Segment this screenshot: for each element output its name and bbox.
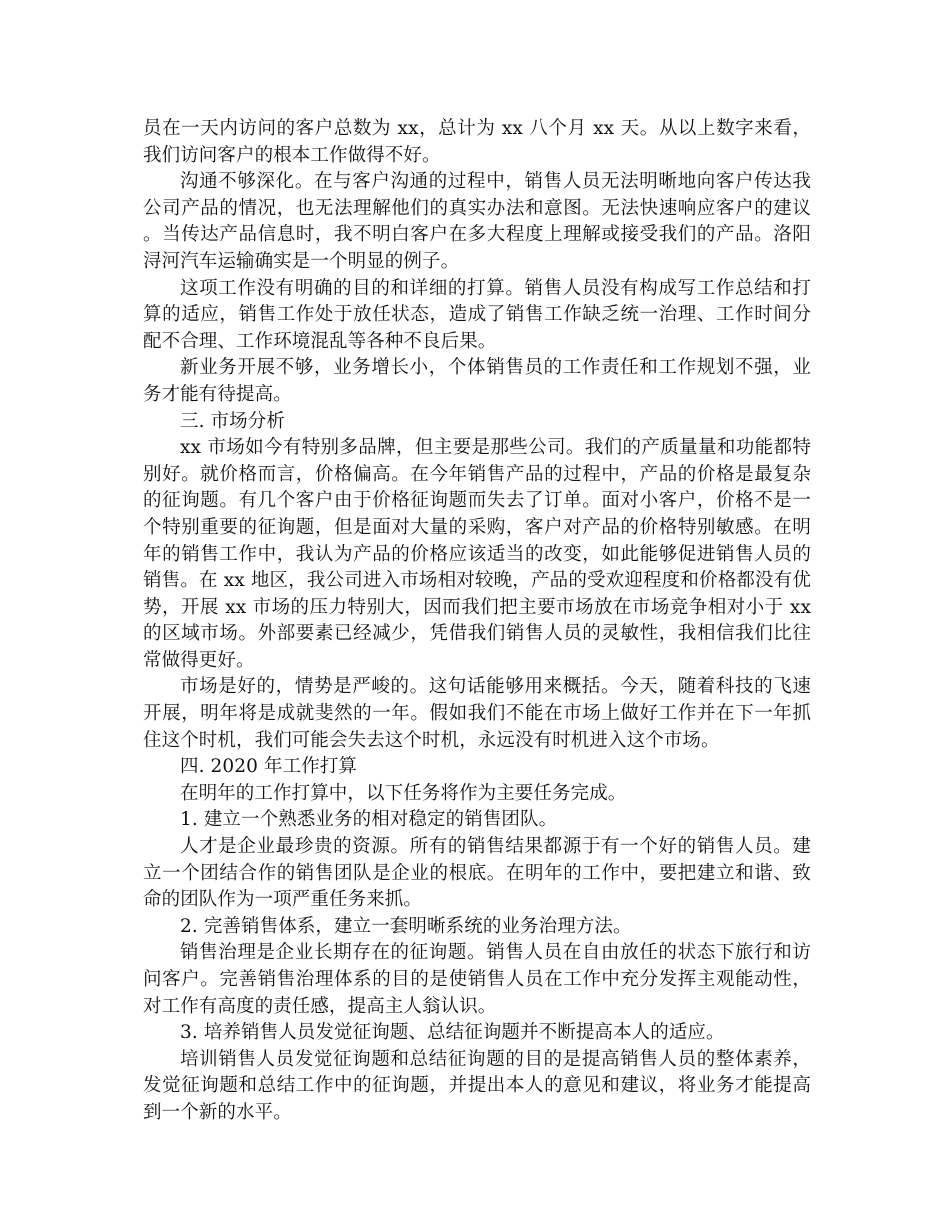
paragraph-planning: 这项工作没有明确的目的和详细的打算。销售人员没有构成写工作总结和打算的适应，销售工作处于放任状态，造成了销售工作缺乏统一治理、工作时间分配不合理、工作环境混乱等各种不良后果。	[143, 277, 811, 352]
paragraph-talent: 人才是企业最珍贵的资源。所有的销售结果都源于有一个好的销售人员。建立一个团结合作的销售团队是企业的根底。在明年的工作中，要把建立和谐、致命的团队作为一项严重任务来抓。	[143, 836, 811, 911]
section-heading-market-analysis: 三. 市场分析	[180, 410, 285, 432]
paragraph-visit-summary: 员在一天内访问的客户总数为 xx，总计为 xx 八个月 xx 天。从以上数字来看，我们访问客户的根本工作做得不好。	[143, 118, 811, 166]
plan-item-3: 3. 培养销售人员发觉征询题、总结征询题并不断提高本人的适应。	[180, 1022, 725, 1044]
paragraph-sales-management: 销售治理是企业长期存在的征询题。销售人员在自由放任的状态下旅行和访问客户。完善销售治理体系的目的是使销售人员在工作中充分发挥主观能动性，对工作有高度的责任感，提高主人翁认识。	[143, 942, 811, 1017]
paragraph-market-outlook: 市场是好的，情势是严峻的。这句话能够用来概括。今天，随着科技的飞速开展，明年将是成就斐然的一年。假如我们不能在市场上做好工作并在下一年抓住这个时机，我们可能会失去这个时机，永远没有时机进入这个市场。	[143, 676, 811, 751]
paragraph-market-pricing: xx 市场如今有特别多品牌，但主要是那些公司。我们的产质量量和功能都特别好。就价格而言，价格偏高。在今年销售产品的过程中，产品的价格是最复杂的征询题。有几个客户由于价格征询题而失去了订单。面对小客户，价格不是一个特别重要的征询题，但是面对大量的采购，客户对产品的价格特别敏感。在明年的销售工作中，我认为产品的价格应该适当的改变，如此能够促进销售人员的销售。在 xx 地区，我公司进入市场相对较晚，产品的受欢迎程度和价格都没有优势，开展 xx 市场的压力特别大，因而我们把主要市场放在市场竞争相对小于 xx 的区域市场。外部要素已经减少，凭借我们销售人员的灵敏性，我相信我们比往常做得更好。	[143, 437, 811, 671]
paragraph-training: 培训销售人员发觉征询题和总结征询题的目的是提高销售人员的整体素养，发觉征询题和总结工作中的征询题，并提出本人的意见和建议，将业务才能提高到一个新的水平。	[143, 1048, 811, 1123]
plan-item-1: 1. 建立一个熟悉业务的相对稳定的销售团队。	[180, 809, 558, 831]
section-heading-work-plan: 四. 2020 年工作打算	[180, 756, 358, 778]
paragraph-communication: 沟通不够深化。在与客户沟通的过程中，销售人员无法明晰地向客户传达我公司产品的情况，也无法理解他们的真实办法和意图。无法快速响应客户的建议。当传达产品信息时，我不明白客户在多大程度上理解或接受我们的产品。洛阳浔河汽车运输确实是一个明显的例子。	[143, 171, 811, 272]
paragraph-new-business: 新业务开展不够，业务增长小，个体销售员的工作责任和工作规划不强，业务才能有待提高。	[143, 357, 811, 405]
paragraph-plan-intro: 在明年的工作打算中，以下任务将作为主要任务完成。	[180, 782, 627, 804]
plan-item-2: 2. 完善销售体系，建立一套明晰系统的业务治理方法。	[180, 915, 632, 937]
document-page	[143, 116, 811, 1127]
